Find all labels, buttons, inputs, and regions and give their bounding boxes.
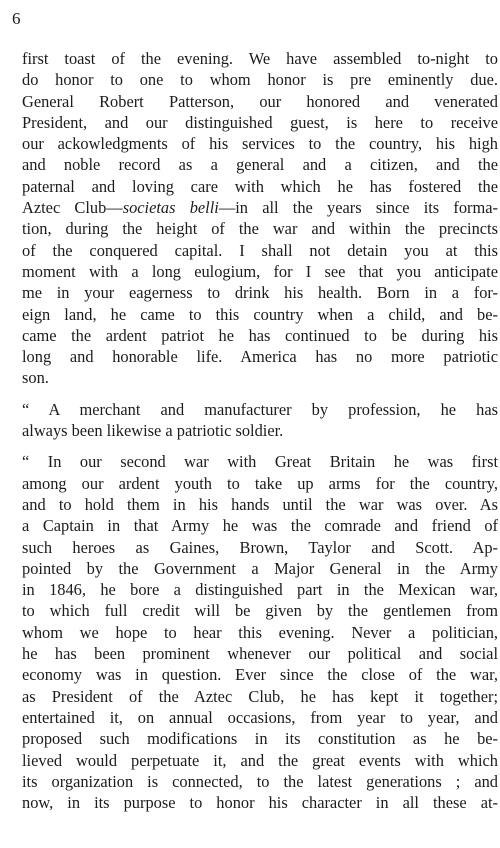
text-line: proposed such modifications in its constitution as he be- (22, 729, 498, 749)
text-line: among our ardent youth to take up arms for the country, (22, 473, 498, 493)
text-line: long and honorable life. America has no more patriotic (22, 347, 498, 367)
text-line: such heroes as Gaines, Brown, Taylor and Scott. Ap- (22, 537, 498, 557)
text-line: of the conquered capital. I shall not detain you at this (22, 240, 498, 260)
text-line: our ackowledgments of his services to the country, his high (22, 134, 498, 154)
text-line: he has been prominent whenever our political and social (22, 644, 498, 664)
text-line: as President of the Aztec Club, he has kept it together; (22, 686, 498, 706)
text-line: whom we hope to hear this evening. Never a politician, (22, 622, 498, 642)
text-line-italic-phrase: Aztec Club—societas belli—in all the years since its forma- (22, 198, 498, 218)
paragraph-1 (22, 48, 498, 389)
text-line: pointed by the Government a Major General in the Army (22, 558, 498, 578)
text-line: and to hold them in his hands until the war was over. As (22, 494, 498, 514)
paragraph-2 (22, 399, 498, 442)
page-number: 6 (12, 9, 21, 28)
text-line: to which full credit will be given by the gentlemen from (22, 601, 498, 621)
text-line: now, in its purpose to honor his character in all these at- (22, 793, 498, 813)
text-line: me in your eagerness to drink his health. Born in a for- (22, 283, 498, 303)
text-line: first toast of the evening. We have assembled to-night to (22, 49, 498, 68)
text-line: its organization is connected, to the latest generations ; and (22, 771, 498, 791)
text-line: son. (22, 368, 49, 388)
text-line: eign land, he came to this country when a child, and be- (22, 304, 498, 324)
text-line: lieved would perpetuate it, and the great events with which (22, 750, 498, 770)
italic-phrase: societas belli (122, 198, 219, 218)
text-line: a Captain in that Army he was the comrade and friend of (22, 516, 498, 536)
text-line: “ In our second war with Great Britain he was first (22, 452, 498, 472)
text-line: economy was in question. Ever since the close of the war, (22, 665, 498, 685)
text-line: and noble record as a general and a citizen, and the (22, 155, 498, 175)
text-line: General Robert Patterson, our honored and venerated (22, 91, 498, 111)
text-line: “ A merchant and manufacturer by profession, he has (22, 399, 498, 419)
body-text (22, 48, 498, 813)
text-line: President, and our distinguished guest, is here to receive (22, 112, 498, 132)
paragraph-3 (22, 451, 498, 813)
text-line: tion, during the height of the war and within the precincts (22, 219, 498, 239)
text-line: entertained it, on annual occasions, from year to year, and (22, 707, 498, 727)
text-line: in 1846, he bore a distinguished part in the Mexican war, (22, 580, 498, 600)
text-line: always been likewise a patriotic soldier. (22, 421, 284, 441)
text-line: do honor to one to whom honor is pre eminently due. (22, 70, 498, 90)
text-line: paternal and loving care with which he has fostered the (22, 176, 498, 196)
text-line: came the ardent patriot he has continued to be during his (22, 325, 498, 345)
text-line: moment with a long eulogium, for I see that you anticipate (22, 261, 498, 281)
